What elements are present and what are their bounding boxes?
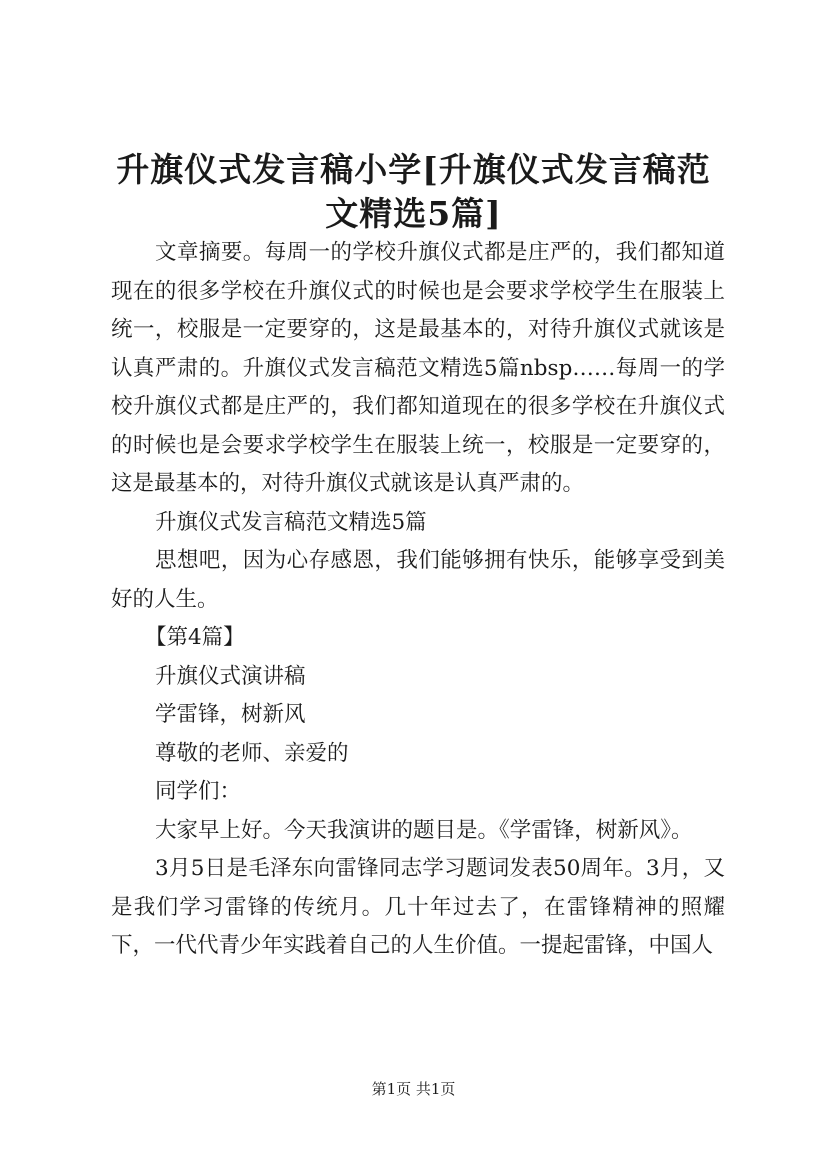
paragraph-speech-title: 升旗仪式演讲稿: [155, 663, 306, 689]
paragraph-salutation: 尊敬的老师、亲爱的: [155, 740, 349, 766]
paragraph-speech-theme: 学雷锋，树新风: [155, 702, 306, 727]
paragraph-greeting: 大家早上好。今天我演讲的题目是。《学雷锋，树新风》。: [155, 817, 693, 843]
document-title: 升旗仪式发言稿小学[升旗仪式发言稿范文精选5篇]: [116, 150, 711, 233]
paragraph-summary: 文章摘要。每周一的学校升旗仪式都是庄严的，我们都知道现在的很多学校在升旗仪式的时候也是会要求学校学生在服装上统一，校服是一定要穿的，这是最基本的，对待升旗仪式就该是认真严肃的。升旗仪式发言稿范文精选5篇nbsp……每周一的学校升旗仪式都是庄严的，我们都知道现在的很多学校在升旗仪式的时候也是会要求学校学生在服装上统一，校服是一定要穿的，这是最基本的，对待升旗仪式就该是认真严肃的。: [111, 240, 725, 496]
paragraph-salutation-cont: 同学们：: [155, 779, 242, 804]
document-body: [111, 234, 725, 966]
paragraph-gratitude: 思想吧，因为心存感恩，我们能够拥有快乐，能够享受到美好的人生。: [111, 548, 725, 612]
paragraph-leifeng: 3月5日是毛泽东向雷锋同志学习题词发表50周年。3月，又是我们学习雷锋的传统月。几十年过去了，在雷锋精神的照耀下，一代代青少年实践着自己的人生价值。一提起雷锋，中国人: [111, 856, 725, 958]
paragraph-section-heading: 【第4篇】: [145, 625, 245, 650]
paragraph-subtitle: 升旗仪式发言稿范文精选5篇: [155, 509, 427, 535]
page-footer: 第1页 共1页: [371, 1080, 456, 1098]
